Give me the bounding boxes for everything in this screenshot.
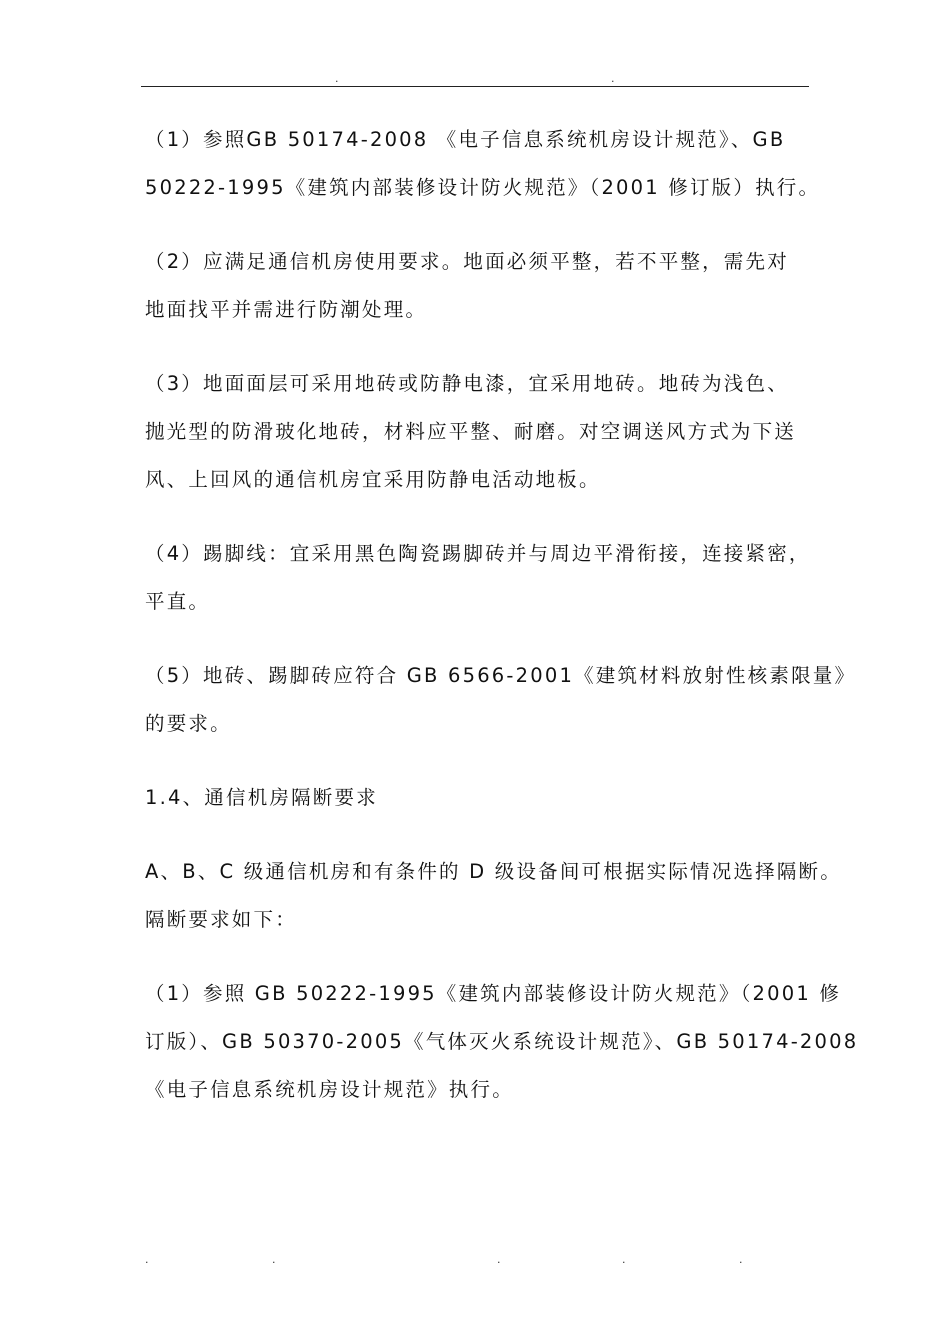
footer-dot: . bbox=[622, 1253, 626, 1266]
text-line: （1）参照GB 50174-2008 《电子信息系统机房设计规范》、GB bbox=[145, 128, 786, 151]
header-dot-left: . bbox=[335, 72, 339, 85]
text-line: 的要求。 bbox=[145, 712, 232, 735]
paragraph-partition-item-1 bbox=[145, 970, 859, 1114]
text-line: （3）地面面层可采用地砖或防静电漆，宜采用地砖。地砖为浅色、 bbox=[145, 372, 789, 395]
text-line: 《电子信息系统机房设计规范》执行。 bbox=[145, 1078, 514, 1101]
text-line: （2）应满足通信机房使用要求。地面必须平整，若不平整，需先对 bbox=[145, 250, 789, 273]
footer-dot: . bbox=[739, 1253, 743, 1266]
text-line: 订版）、GB 50370-2005《气体灭火系统设计规范》、GB 50174-2008 bbox=[145, 1030, 859, 1053]
footer-dot: . bbox=[145, 1253, 149, 1266]
text-line: （5）地砖、踢脚砖应符合 GB 6566-2001《建筑材料放射性核素限量》 bbox=[145, 664, 857, 687]
header-rule bbox=[141, 86, 809, 87]
paragraph-floor-item-3 bbox=[145, 360, 813, 504]
paragraph-partition-intro bbox=[145, 848, 842, 944]
paragraph-floor-item-2 bbox=[145, 238, 813, 334]
text-line: （1）参照 GB 50222-1995《建筑内部装修设计防火规范》（2001 修 bbox=[145, 982, 842, 1005]
text-line: 抛光型的防滑玻化地砖，材料应平整、耐磨。对空调送风方式为下送 bbox=[145, 420, 797, 443]
text-line: （4）踢脚线：宜采用黑色陶瓷踢脚砖并与周边平滑衔接，连接紧密， bbox=[145, 542, 811, 565]
paragraph-floor-item-4 bbox=[145, 530, 813, 626]
section-heading-text: 1.4、通信机房隔断要求 bbox=[145, 786, 378, 809]
text-line: 地面找平并需进行防潮处理。 bbox=[145, 298, 428, 321]
section-heading bbox=[145, 774, 813, 822]
text-line: 隔断要求如下： bbox=[145, 908, 297, 931]
footer-dot: . bbox=[497, 1253, 501, 1266]
text-line: 50222-1995《建筑内部装修设计防火规范》（2001 修订版）执行。 bbox=[145, 176, 821, 199]
text-line: 风、上回风的通信机房宜采用防静电活动地板。 bbox=[145, 468, 601, 491]
header-dot-right: . bbox=[611, 72, 615, 85]
paragraph-floor-item-5 bbox=[145, 652, 857, 748]
footer-dot: . bbox=[272, 1253, 276, 1266]
document-body bbox=[145, 116, 859, 1140]
text-line: A、B、C 级通信机房和有条件的 D 级设备间可根据实际情况选择隔断。 bbox=[145, 860, 842, 883]
paragraph-floor-item-1 bbox=[145, 116, 821, 212]
text-line: 平直。 bbox=[145, 590, 211, 613]
